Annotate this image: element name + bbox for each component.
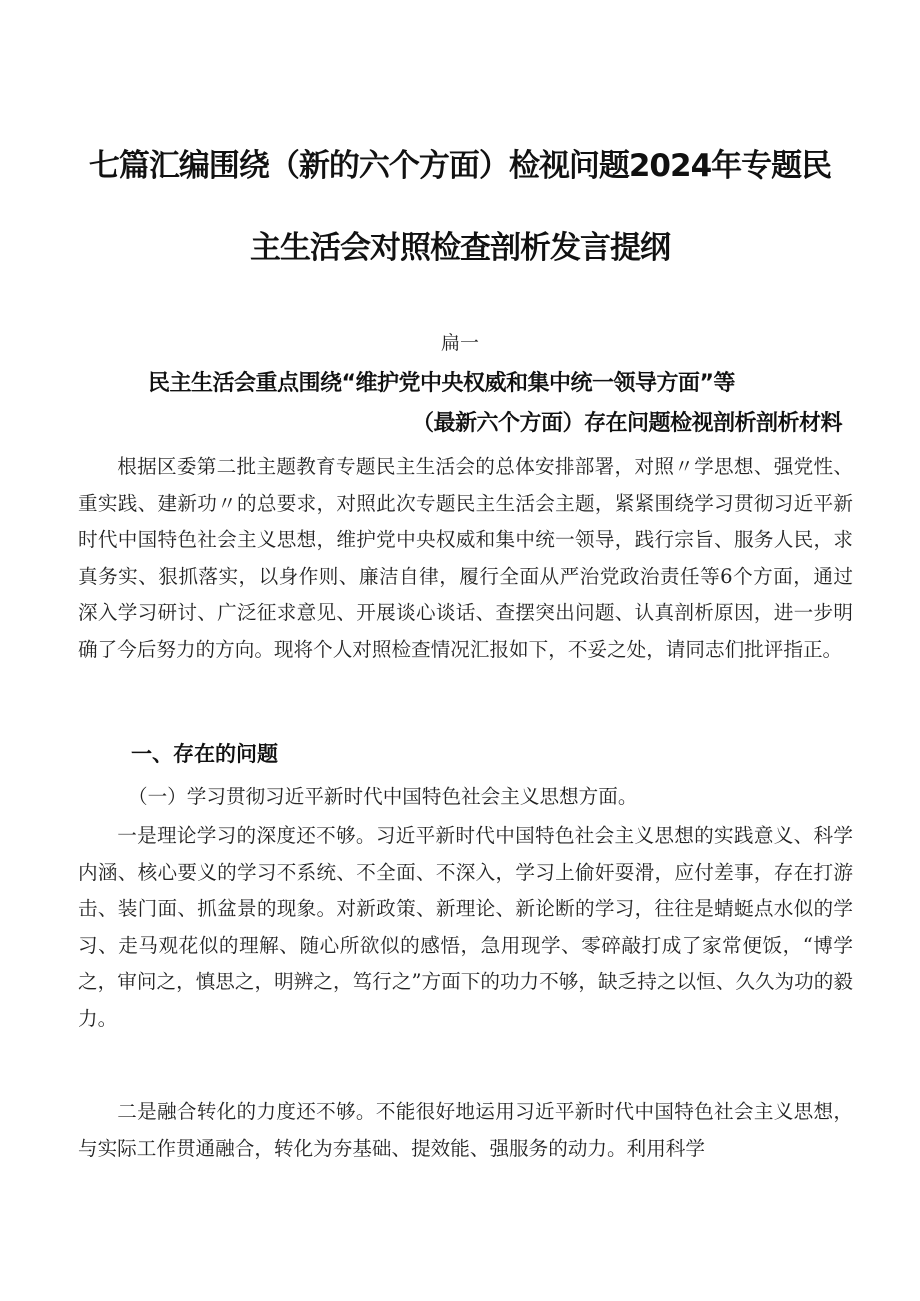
article-subtitle-line-2: （最新六个方面）存在问题检视剖析剖析材料	[411, 411, 842, 436]
intro-paragraph: 根据区委第二批主题教育专题民主生活会的总体安排部署，对照〃学思想、强党性、重实践、建新功〃的总要求，对照此次专题民主生活会主题，紧紧围绕学习贯彻习近平新时代中国特色社会主义思想，维护党中央权威和集中统一领导，践行宗旨、服务人民，求真务实、狠抓落实，以身作则、廉洁自律，履行全面从严治党政治责任等6个方面，通过深入学习研讨、广泛征求意见、开展谈心谈话、查摆突出问题、认真剖析原因，进一步明确了今后努力的方向。现将个人对照检查情况汇报如下，不妥之处，请同志们批评指正。	[78, 455, 853, 661]
section-subheading: （一）学习贯彻习近平新时代中国特色社会主义思想方面。	[128, 785, 638, 808]
body-paragraph-1: 一是理论学习的深度还不够。习近平新时代中国特色社会主义思想的实践意义、科学内涵、核心要义的学习不系统、不全面、不深入，学习上偷奸耍滑，应付差事，存在打游击、装门面、抓盆景的现象。对新政策、新理论、新论断的学习，往往是蜻蜓点水似的学习、走马观花似的理解、随心所欲似的感悟，急用现学、零碎敲打成了家常便饭，“博学之，审问之，慎思之，明辨之，笃行之”方面下的功力不够，缺乏持之以恒、久久为功的毅力。	[78, 824, 853, 1030]
article-subtitle-line-1: 民主生活会重点围绕“维护党中央权威和集中统一领导方面”等	[148, 371, 735, 396]
document-title-line-2: 主生活会对照检查剖析发言提纲	[250, 230, 670, 266]
section-label: 扁一	[440, 332, 479, 354]
document-title-line-1: 七篇汇编围绕（新的六个方面）检视问题2024年专题民	[88, 148, 832, 184]
section-heading: 一、存在的问题	[131, 742, 278, 766]
body-paragraph-2: 二是融合转化的力度还不够。不能很好地运用习近平新时代中国特色社会主义思想，与实际工作贯通融合，转化为夯基础、提效能、强服务的动力。利用科学	[78, 1100, 853, 1160]
